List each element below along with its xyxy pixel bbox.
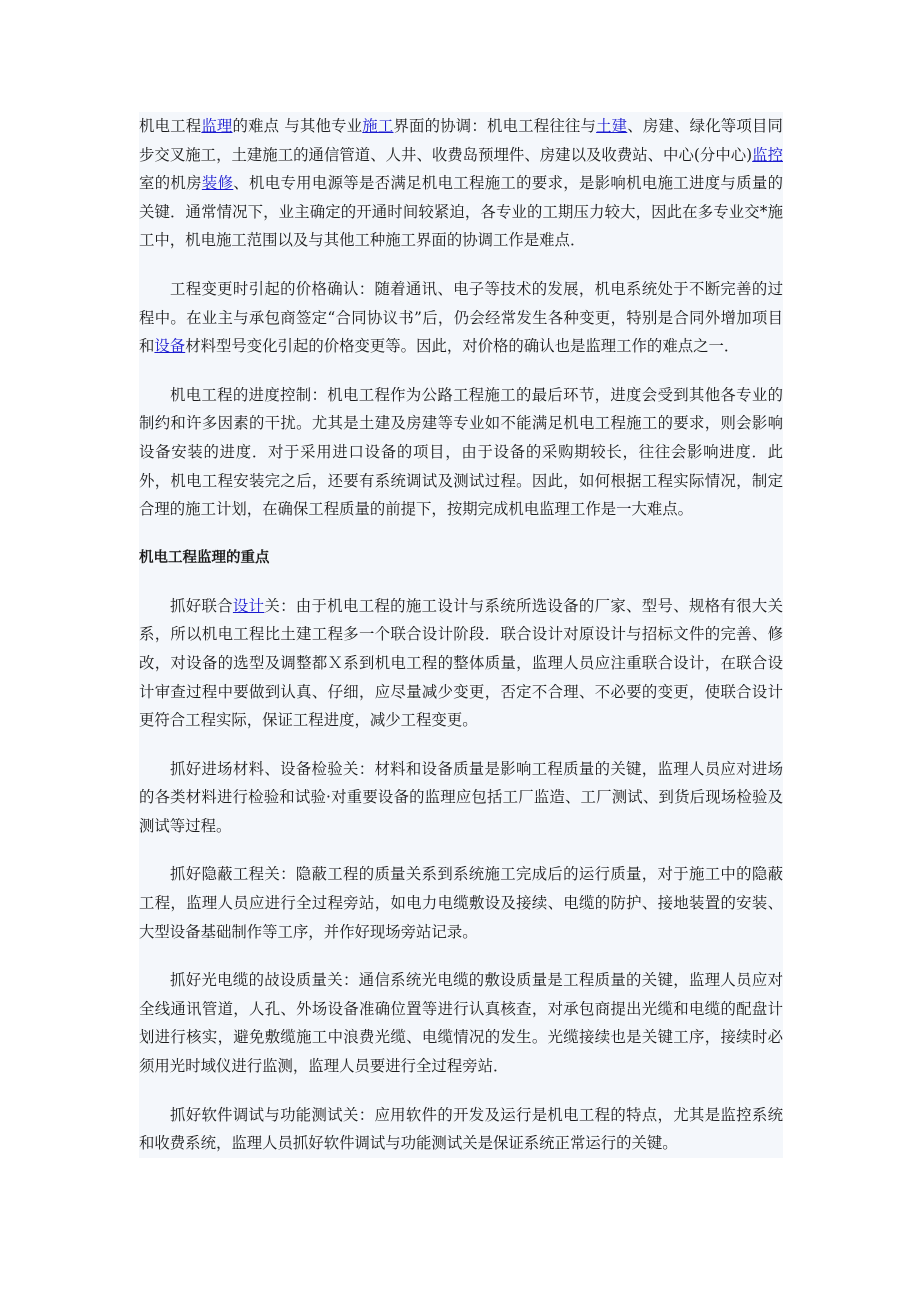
paragraph-cable-laying: 抓好光电缆的敁设质量关：通信系统光电缆的敷设质量是工程质量的关键，监理人员应对全线通讯管道，人孔、外场设备准确位置等进行认真核查，对承包商提出光缆和电缆的配盘计划进行核实，避免敷缆施工中浪费光缆、电缆情况的发生。光缆接续也是关键工序，接续时必须用光时域仪进行监测，监理人员要进行全过程旁站． xyxy=(139,971,783,1076)
paragraph-schedule-control: 机电工程的进度控制：机电工程作为公路工程施工的最后环节，进度会受到其他各专业的制约和许多因素的干扰。尤其是土建及房建等专业如不能满足机电工程施工的要求，则会影响设备安装的进度．对于采用进口设备的项目，由于设备的采购期较长，往往会影响进度．此外，机电工程安装完之后，还要有系统调试及测试过程。因此，如何根据工程实际情况，制定合理的施工计划，在确保工程质量的前提下，按期完成机电监理工作是一大难点。 xyxy=(139,385,783,519)
link-monitoring[interactable]: 监控 xyxy=(752,145,783,164)
paragraph-concealed-works: 抓好隐蔽工程关：隐蔽工程的质量关系到系统施工完成后的运行质量，对于施工中的隐蔽工程，监理人员应进行全过程旁站，如电力电缆敷设及接续、电缆的防护、接地装置的安装、大型设备基础制作等工序，并作好现场旁站记录。 xyxy=(139,865,783,941)
text-span: 材料型号变化引起的价格变更等。因此，对价格的确认也是监理工作的难点之一． xyxy=(185,337,740,356)
paragraph-coordination-difficulty xyxy=(139,112,783,255)
link-design[interactable]: 设计 xyxy=(232,596,265,615)
document-body xyxy=(139,112,783,1158)
section-heading: 机电工程监理的重点 xyxy=(139,549,270,566)
link-decoration[interactable]: 装修 xyxy=(201,174,234,193)
text-span: 工程变更时引起的价格确认：随着通讯、电子等技术的发展，机电系统处于不断完善的过程中。在业主与承包商签定“合同协议书”后，仍会经常发生各种变更，特别是合同外增加项目和 xyxy=(139,279,783,356)
text-span: 关：由于机电工程的施工设计与系统所选设备的厂家、型号、规格有很大关系，所以机电工程比土建工程多一个联合设计阶段．联合设计对原设计与招标文件的完善、修改，对设备的选型及调整都Ｘ系到机电工程的整体质量，监理人员应注重联合设计，在联合设计审查过程中要做到认真、仔细，应尽量减少变更，否定不合理、不必要的变更，使联合设计更符合工程实际，保证工程进度，减少工程变更。 xyxy=(139,596,783,730)
link-civil-engineering[interactable]: 土建 xyxy=(596,117,628,135)
text-span: 界面的协调：机电工程往往与 xyxy=(393,117,597,135)
paragraph-price-confirmation xyxy=(139,275,783,361)
text-span: 、房建、绿化等项目同步交叉施工，土建施工的通信管道、人井、收费岛预埋件、房建以及收费站、中心(分中心) xyxy=(139,117,783,164)
text-span: 、机电专用电源等是否满足机电工程施工的要求，是影响机电施工进度与质量的关键．通常情况下，业主确定的开通时间较紧迫，各专业的工期压力较大，因此在多专业交*施工中，机电施工范围以及与其他工种施工界面的协调工作是难点． xyxy=(139,174,783,250)
paragraph-software-testing: 抓好软件调试与功能测试关：应用软件的开发及运行是机电工程的特点，尤其是监控系统和收费系统，监理人员抓好软件调试与功能测试关是保证系统正常运行的关键。 xyxy=(139,1105,783,1153)
paragraph-joint-design xyxy=(139,592,783,735)
text-span: 室的机房 xyxy=(139,174,202,193)
link-equipment[interactable]: 设备 xyxy=(154,337,186,356)
text-span: 的难点 与其他专业 xyxy=(232,117,363,135)
link-supervision[interactable]: 监理 xyxy=(201,117,233,135)
paragraph-material-inspection: 抓好进场材料、设备检验关：材料和设备质量是影响工程质量的关键，监理人员应对进场的各类材料进行检验和试验·对重要设备的监理应包括工厂监造、工厂测试、到货后现场检验及测试等过程。 xyxy=(139,759,783,835)
text-span: 机电工程 xyxy=(139,117,202,135)
link-construction[interactable]: 施工 xyxy=(362,117,394,135)
text-span: 抓好联合 xyxy=(170,596,233,615)
